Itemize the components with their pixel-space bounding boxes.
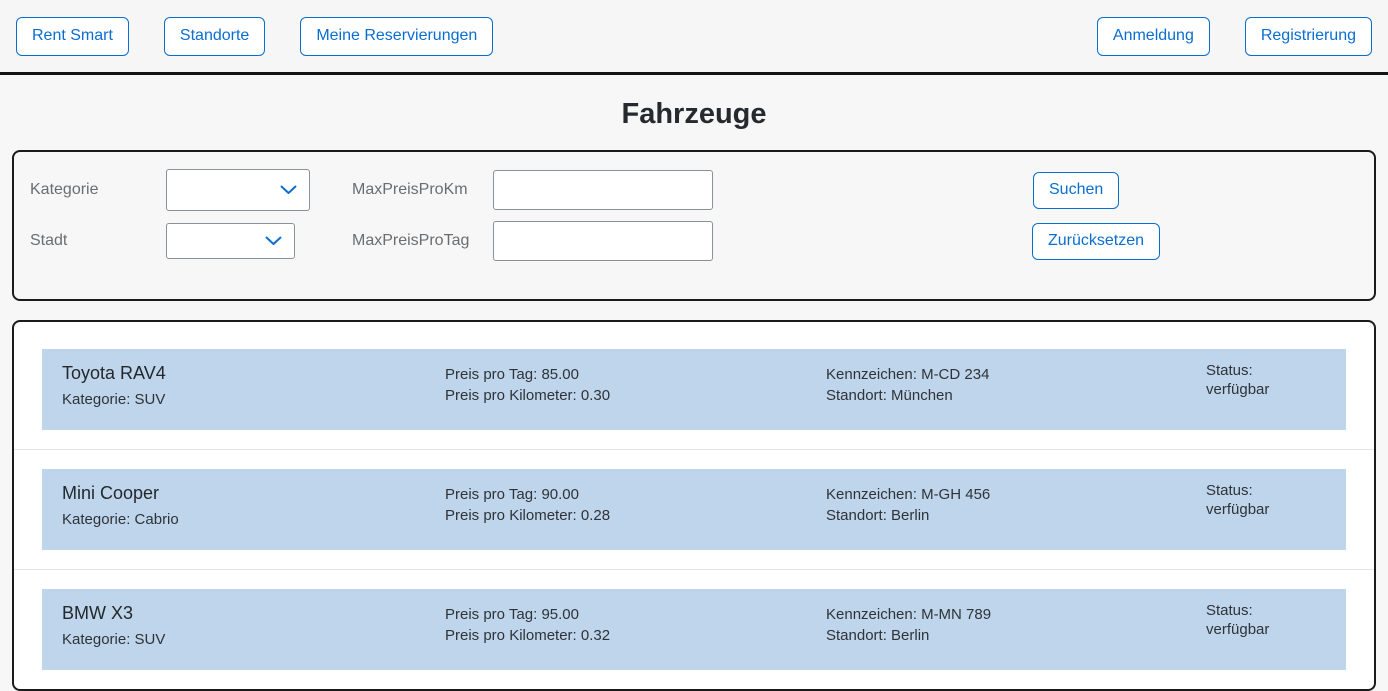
vehicle-price-info: [445, 589, 826, 670]
nav-group-right: [1097, 17, 1372, 56]
nav-registrierung-button[interactable]: Registrierung: [1245, 17, 1372, 56]
vehicle-preis-pro-tag: Preis pro Tag: 95.00: [445, 606, 579, 623]
vehicle-preis-pro-km: Preis pro Kilometer: 0.32: [445, 627, 611, 644]
vehicle-kategorie: Kategorie: SUV: [62, 631, 166, 648]
kategorie-select[interactable]: [166, 169, 310, 211]
nav-anmeldung-button[interactable]: Anmeldung: [1097, 17, 1210, 56]
vehicle-status: Status: verfügbar: [1206, 362, 1270, 398]
vehicle-list-item: [14, 450, 1374, 570]
vehicle-kategorie: Kategorie: SUV: [62, 391, 166, 408]
vehicle-kategorie: Kategorie: Cabrio: [62, 511, 179, 528]
stadt-label: Stadt: [30, 232, 68, 249]
filter-row-1: [30, 169, 1374, 211]
vehicle-price-info: [445, 349, 826, 430]
nav-group-left: [16, 17, 493, 56]
vehicle-main-info: [62, 349, 445, 430]
vehicle-list-panel: [12, 320, 1376, 691]
vehicle-preis-pro-tag: Preis pro Tag: 85.00: [445, 366, 579, 383]
vehicle-preis-pro-tag: Preis pro Tag: 90.00: [445, 486, 579, 503]
nav-standorte-button[interactable]: Standorte: [164, 17, 265, 56]
chevron-down-icon: [280, 185, 297, 195]
chevron-down-icon: [265, 236, 282, 246]
vehicle-card[interactable]: [42, 349, 1346, 430]
vehicle-main-info: [62, 469, 445, 550]
vehicle-name: Toyota RAV4: [62, 363, 166, 383]
kategorie-label: Kategorie: [30, 181, 99, 198]
stadt-select[interactable]: [166, 223, 295, 259]
zuruecksetzen-button[interactable]: Zurücksetzen: [1032, 223, 1160, 260]
vehicle-standort: Standort: Berlin: [826, 627, 930, 644]
vehicle-main-info: [62, 589, 445, 670]
filter-row-2: [30, 221, 1374, 261]
filter-panel: [12, 150, 1376, 301]
vehicle-location-info: [826, 589, 1206, 670]
vehicle-card[interactable]: [42, 589, 1346, 670]
max-preis-pro-tag-label: MaxPreisProTag: [352, 232, 470, 249]
vehicle-name: Mini Cooper: [62, 483, 160, 503]
vehicle-location-info: [826, 349, 1206, 430]
vehicle-name: BMW X3: [62, 603, 134, 623]
nav-meine-reservierungen-button[interactable]: Meine Reservierungen: [300, 17, 493, 56]
vehicle-card[interactable]: [42, 469, 1346, 550]
vehicle-kennzeichen: Kennzeichen: M-CD 234: [826, 366, 990, 383]
vehicle-status: Status: verfügbar: [1206, 482, 1270, 518]
page-title: Fahrzeuge: [621, 98, 767, 130]
max-preis-pro-km-label: MaxPreisProKm: [352, 181, 468, 198]
top-nav-bar: [0, 0, 1388, 75]
vehicle-standort: Standort: Berlin: [826, 507, 930, 524]
vehicle-list-item: [14, 570, 1374, 689]
vehicle-standort: Standort: München: [826, 387, 953, 404]
vehicle-list-item: [14, 330, 1374, 450]
max-preis-pro-km-input[interactable]: [493, 170, 713, 210]
nav-rent-smart-button[interactable]: Rent Smart: [16, 17, 129, 56]
vehicle-kennzeichen: Kennzeichen: M-GH 456: [826, 486, 991, 503]
vehicle-kennzeichen: Kennzeichen: M-MN 789: [826, 606, 992, 623]
vehicle-preis-pro-km: Preis pro Kilometer: 0.30: [445, 387, 611, 404]
vehicle-preis-pro-km: Preis pro Kilometer: 0.28: [445, 507, 611, 524]
vehicle-status: Status: verfügbar: [1206, 602, 1270, 638]
max-preis-pro-tag-input[interactable]: [493, 221, 713, 261]
vehicle-price-info: [445, 469, 826, 550]
suchen-button[interactable]: Suchen: [1033, 172, 1119, 209]
vehicle-list: [14, 330, 1374, 689]
vehicle-location-info: [826, 469, 1206, 550]
